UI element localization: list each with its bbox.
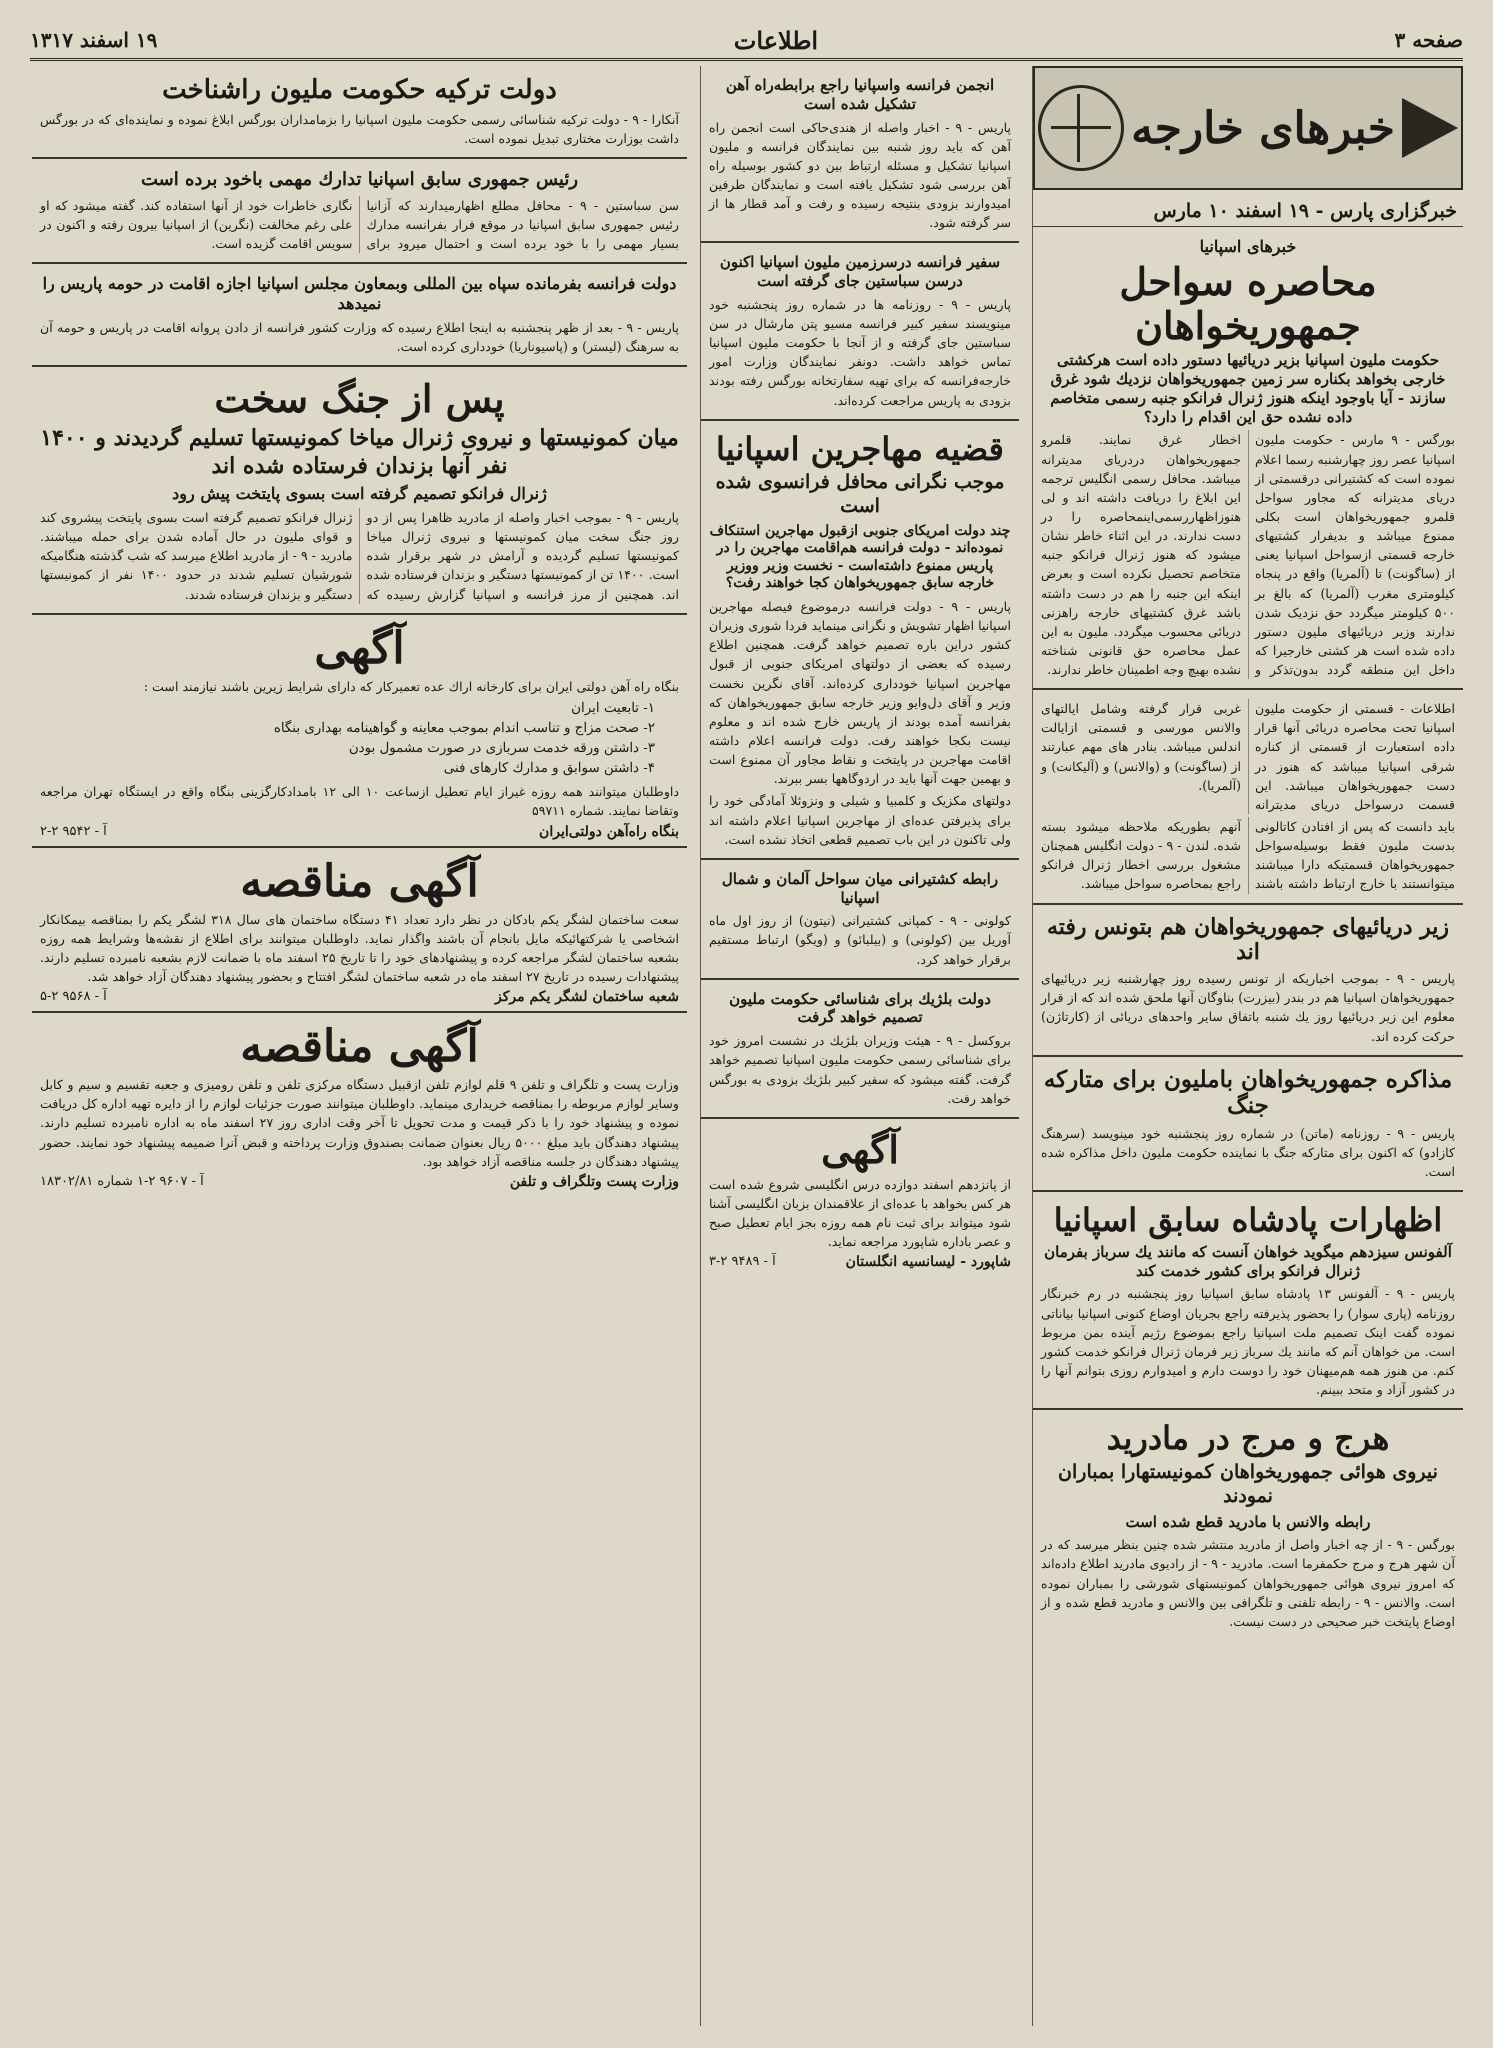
article-submarines bbox=[1033, 905, 1463, 1057]
newspaper-name: اطلاعات bbox=[733, 25, 819, 55]
subheadline: آلفونس سیزدهم میگوید خواهان آنست که مانند یك سرباز بفرمان ژنرال فرانکو برای کشور خدمت کند bbox=[1044, 1242, 1452, 1280]
list-item: ۱- تابعیت ایران bbox=[571, 700, 655, 716]
article-body-continued: دولتهای مکزیک و کلمبیا و شیلی و ونزوئلا آمادگی خود را برای پذیرفتن عده‌ای از مهاجرین اسپانیا اعلام داشته اند ولی تاکنون در این باب تصمیم قطعی اتخاذ نشده است. bbox=[709, 793, 1011, 847]
article-former-king bbox=[1033, 1192, 1463, 1410]
article-spain-blockade bbox=[1033, 227, 1463, 690]
ad-requirements-list bbox=[40, 699, 679, 779]
ad-body: از پانزدهم اسفند دوازده درس انگلیسی شروع شده است هر کس بخواهد با عده‌ای از علاقمندان بزبان انگلیسی آشنا شود میتواند برای ثبت نام همه روزه بجز ایام تعطیل صبح و عصر باداره شاپورد مراجعه نماید. bbox=[709, 1176, 1011, 1250]
article-railway-committee bbox=[701, 66, 1019, 243]
headline: رابطه کشتیرانی میان سواحل آلمان و شمال اسپانیا bbox=[721, 869, 999, 907]
subheadline: حکومت ملیون اسپانیا بزیر دریائیها دستور داده است هرکشتی خارجی بخواهد بکناره سر زمین جمهوریخواهان نزدیك شود غرق سازند - آیا باوجود اینکه هنوز ژنرال فرانکو جنبه رسمی متخاصم داده نشده حق این اقدام را دارد؟ bbox=[1050, 351, 1446, 426]
headline: انجمن فرانسه واسپانیا راجع برابطه‌راه آهن تشکیل شده است bbox=[725, 76, 995, 113]
subheadline-secondary: چند دولت امریکای جنوبی ازقبول مهاجرین استنکاف نموده‌اند - دولت فرانسه هم‌اقامت مهاجرین را در پاریس ممنوع داشته‌است - نخست وزیر ووزیر خارجه سابق جمهوریخواهان کجا خواهند رفت؟ bbox=[709, 522, 1011, 592]
headline: محاصره سواحل جمهوریخواهان bbox=[1119, 259, 1377, 348]
article-body: آنکارا - ۹ - دولت ترکیه شناسائی رسمی حکومت ملیون اسپانیا را بزمامداران بورگس ابلاغ نموده و نماینده‌ای که در بورگس داشت بوزارت مختاری تبدیل نموده است. bbox=[40, 111, 679, 147]
ad-body: سعت ساختمان لشگر یکم بادکان در نظر دارد تعداد ۴۱ دستگاه ساختمان های سال ۳۱۸ لشگر یکم را بمناقصه بیمکانکار اشخاصی یا شرکتهائیکه مایل بانجام آن باشند واگذار نماید. داوطلبان میتوانند برای اطلاع از نقشه‌ها وشرایط همه روزه بشعبه ساختمان لشگر مراجعه کرده و پیشنهادهای خود را تا تاریخ ۲۵ اسفند ماه با ضمانت لازم بشعبه نامبرده تسلیم دارند. پیشنهادات رسیده در تاریخ ۲۷ اسفند ماه در شعبه ساختمان لشگر افتتاح و بحضور پیشنهاد دهندگان آزاد خواهد شد. bbox=[40, 911, 679, 985]
headline: دولت ترکیه حکومت ملیون راشناخت bbox=[162, 75, 557, 105]
headline: پس از جنگ سخت bbox=[214, 376, 505, 422]
headline: سفیر فرانسه درسرزمین ملیون اسپانیا اکنون درسن سباستین جای گرفته است bbox=[719, 253, 1001, 291]
news-agency-dateline: خبرگزاری پارس - ۱۹ اسفند ۱۰ مارس bbox=[1033, 196, 1463, 227]
headline: دولت فرانسه بفرمانده سپاه بین المللی وبمعاون مجلس اسپانیا اجازه اقامت در حومه پاریس را نمیدهد bbox=[42, 274, 677, 314]
article-spain-notes bbox=[1033, 690, 1463, 904]
article-belgium bbox=[701, 980, 1019, 1119]
article-after-hard-battle bbox=[32, 367, 687, 614]
headline: هرج و مرج در مادرید bbox=[1106, 1419, 1390, 1458]
article-body: پاریس - ۹ - روزنامه ها در شماره روز پنجشنبه خود مینویسند سفیر کبیر فرانسه مسیو پتن مارشال در سن سباستین جای گرفته و از آنجا با حکومت ملیون اسپانیا تماس خواهد داشت. دونفر نمایندگان وزارت امور خارجه‌فرانسه که برای تهیه سفارتخانه بورگس رفته بودند بزودی به پاریس مراجعت کرده‌اند. bbox=[709, 296, 1011, 408]
subheadline-secondary: ژنرال فرانکو تصمیم گرفته است بسوی پایتخت پیش رود bbox=[172, 484, 547, 504]
ad-english-lessons bbox=[701, 1119, 1019, 1277]
gramophone-horn-icon bbox=[1402, 98, 1458, 158]
ad-tender-post bbox=[32, 1013, 687, 1196]
column-middle bbox=[700, 66, 1019, 2026]
ad-tender-army bbox=[32, 848, 687, 1014]
article-body-continued: باید دانست که پس از افتادن کاتالونی بدست ملیون فقط بوسیله‌سواحل جمهوریخواهان قسمتیکه دارا میباشند میتوانستند با خارج ارتباط داشته باشند آنهم بطوریکه ملاحظه میشود بسته شده. لندن - ۹ - دولت انگلیس همچنان مشغول بررسی اخطار ژنرال فرانکو راجع بمحاصره سواحل میباشد. bbox=[1041, 819, 1455, 892]
headline: رئیس جمهوری سابق اسپانیا تدارك مهمی باخود برده است bbox=[140, 169, 579, 191]
ad-title: آگهی مناقصه bbox=[240, 855, 479, 907]
article-former-president bbox=[32, 159, 687, 264]
ad-signature-row bbox=[40, 824, 679, 840]
article-shipping-germany bbox=[701, 860, 1019, 980]
section-kicker: خبرهای اسپانیا bbox=[1199, 237, 1297, 256]
ad-signature: شاپورد - لیسانسیه انگلستان bbox=[845, 1254, 1011, 1271]
ad-railway bbox=[32, 615, 687, 848]
issue-date: ۱۹ اسفند ۱۳۱۷ bbox=[30, 28, 158, 52]
article-body: پاریس - ۹ - بعد از ظهر پنجشنبه به اینجا اطلاع رسیده که وزارت کشور فرانسه از دادن پروانه اقامت در پاریس و حومه آن به سرهنگ (لیستر) و (پاسیوناریا) خودداری کرده است. bbox=[40, 320, 680, 355]
article-brigade-commander bbox=[32, 264, 687, 367]
article-refugees bbox=[701, 421, 1019, 860]
article-body: بورگس - ۹ - از چه اخبار واصل از مادرید منتشر شده چنین بنظر میرسد که در آن شهر هرج و مرج حکمفرما است. مادرید - ۹ - از رادیوی مادرید اطلاع داده‌اند که امروز نیروی هوائی جمهوریخواهان کمونیستهای شورشی را بمباران نموده است. والانس - ۹ - رابطه تلفنی و تلگرافی بین والانس و مادرید قطع شده و از اوضاع پایتخت خبر صحیحی در دست نیست. bbox=[1041, 1537, 1455, 1629]
headline: دولت بلژیك برای شناسائی حکومت ملیون تصمیم خواهد گرفت bbox=[729, 989, 991, 1027]
subheadline: میان کمونیستها و نیروی ژنرال میاخا کمونیستها تسلیم گردیدند و ۱۴۰۰ نفر آنها بزندان فرستاده شده اند bbox=[40, 425, 679, 479]
headline: زیر دریائیهای جمهوریخواهان هم بتونس رفته اند bbox=[1046, 913, 1450, 965]
ad-reference: آ - ۹۵۴۲ ۲-۲ bbox=[40, 823, 107, 839]
subheadline: نیروی هوائی جمهوریخواهان کمونیستهارا بمباران نمودند bbox=[1058, 1461, 1438, 1507]
article-body: پاریس - ۹ - آلفونس ۱۳ پادشاه سابق اسپانیا روز پنجشنبه در رم خبرنگار روزنامه (پاری سوار) را بحضور پذیرفته راجع بجریان اوضاع کنونی اسپانیا بیاناتی نموده گفت اینک تصمیم ملت اسپانیا راجع بموضوع رژیم آینده بمن مربوط است. من خواهان آنم که مانند یك سرباز زیر فرمان ژنرال فرانکو خدمت کشور کنم. من هنوز همه هم‌میهنان خود را دوست دارم و امیدوارم روزی بتوانم آنها را در کشور آزاد و متحد ببینم. bbox=[1041, 1286, 1455, 1398]
ad-signature-row bbox=[40, 989, 679, 1005]
article-turkey bbox=[32, 66, 687, 159]
list-item: ۴- داشتن سوابق و مدارك کارهای فنی bbox=[443, 761, 655, 777]
ad-signature: بنگاه راه‌آهن دولتی‌ایران bbox=[539, 823, 679, 840]
ad-signature-row bbox=[40, 1174, 679, 1190]
headline: اظهارات پادشاه سابق اسپانیا bbox=[1053, 1201, 1443, 1240]
ad-intro: بنگاه راه آهن دولتی ایران برای کارخانه اراك عده تعمیرکار که دارای شرایط زیرین باشند نیازمند است : bbox=[143, 678, 679, 694]
subheadline: موجب نگرانی محافل فرانسوی شده است bbox=[715, 471, 1005, 518]
ad-title: آگهی bbox=[821, 1126, 899, 1172]
ad-body: وزارت پست و تلگراف و تلفن ۹ قلم لوازم تلفن ازقبیل دستگاه مرکزی تلفن و تلفن رومیزی و جعبه تقسیم و سیم و کابل وسایر لوازم مربوطه را بمناقصه خریداری مینماید. داوطلبان میتوانند صورت جزئیات لوازم را از دایره تهیه اداره کل دریافت نموده و پیشنهاد خود را با ذکر قیمت و مدت تحویل تا آخر وقت اداری روز ۲۷ اسفند ماه به اداره نامبرده تسلیم دارند. پیشنهاد دهندگان باید مبلغ ۵۰۰۰ ریال بعنوان ضمانت بصندوق وزارت پرداخته و قبض آنرا ضمیمه پیشنهاد خود نمایند. حضور پیشنهاد دهندگان در جلسه مناقصه آزاد خواهد بود. bbox=[40, 1077, 680, 1169]
ad-title: آگهی bbox=[314, 622, 405, 674]
article-madrid-chaos bbox=[1033, 1410, 1463, 1640]
ad-title: آگهی مناقصه bbox=[240, 1021, 479, 1073]
article-body: اطلاعات - قسمتی از حکومت ملیون اسپانیا تحت محاصره دریائی آنها قرار داده استعبارت از قسمتی از کناره شرقی اسپانیا میباشد که هنوز در دست جمهوریخواهان میباشد. این قسمت درسواحل دریای مدیترانه غربی قرار گرفته وشامل ایالتهای والانس مورسی و قسمتی ازایالت اندلس میباشد. بنادر های مهم عبارتند از (ساگونت) و (والانس) و (آلیکانت) و (آلمریا). bbox=[1041, 701, 1455, 812]
article-ambassador bbox=[701, 243, 1019, 420]
headline: مذاکره جمهوریخواهان باملیون برای متارکه جنگ bbox=[1043, 1065, 1453, 1120]
banner-title: خبرهای خارجه bbox=[1131, 102, 1395, 154]
ad-reference: آ - ۹۴۸۹ ۲-۳ bbox=[709, 1254, 776, 1270]
article-body: پاریس - ۹ - اخبار واصله از هندی‌حاکی است انجمن راه آهن که باید روز شنبه بین نمایندگان فرانسه و ملیون اسپانیا تشکیل و مسئله ارتباط بین دو کشور بوسیله راه آهن بررسی شود تشکیل یافته است و نمایندگان طرفین امیدوارند بزودی بنتیجه رسیده و رفت و آمد قطار ها از سر گرفته شود. bbox=[709, 119, 1011, 231]
ad-signature-row bbox=[709, 1254, 1011, 1270]
list-item: ۳- داشتن ورقه خدمت سربازی در صورت مشمول بودن bbox=[348, 741, 655, 757]
article-negotiation bbox=[1033, 1057, 1463, 1192]
article-body: پاریس - ۹ - بموجب اخباریکه از تونس رسیده روز چهارشنبه زیر دریائیهای جمهوریخواهان اسپانیا هم در بندر (بیزرت) بناوگان آنها ملحق شده اند که از قرار معلوم این زیر دریائیها روز یك شنبه باتفاق سایر واحدهای دریائی از (کارتاژن) حرکت کرده اند. bbox=[1041, 971, 1455, 1044]
headline: قضیه مهاجرین اسپانیا bbox=[716, 429, 1004, 468]
globe-icon bbox=[1038, 85, 1124, 171]
list-item: ۲- صحت مزاج و تناسب اندام بموجب معاینه و گواهینامه بهداری بنگاه bbox=[273, 721, 655, 737]
ad-reference: آ - ۹۵۶۸ ۲-۵ bbox=[40, 989, 107, 1005]
column-left bbox=[32, 66, 687, 2026]
ad-signature: وزارت پست وتلگراف و تلفن bbox=[509, 1173, 679, 1190]
article-body: کولونی - ۹ - کمپانی کشتیرانی (نیتون) از روز اول ماه آوریل بین (کولونی) و (بیلبائو) و (ویگو) ارتباط مستقیم برقرار خواهد کرد. bbox=[709, 913, 1011, 967]
ad-reference: آ - ۹۶۰۷ ۲-۱ شماره ۱۸۳۰۲/۸۱ bbox=[40, 1173, 204, 1189]
page-number: صفحه ۳ bbox=[1394, 28, 1463, 52]
column-right bbox=[1032, 66, 1463, 2026]
article-body: بروکسل - ۹ - هیئت وزیران بلژیك در نشست امروز خود برای شناسائی رسمی حکومت ملیون اسپانیا تصمیم خواهد گرفت. گفته میشود که سفیر کبیر بلژیك بزودی به بورگس خواهد رفت. bbox=[709, 1033, 1011, 1106]
ad-outro: داوطلبان میتوانند همه روزه غیراز ایام تعطیل ازساعت ۱۰ الی ۱۲ بامدادکارگزینی بنگاه واقع در ایستگاه تهران مراجعه وتقاضا نمایند. شماره ۵۹۷۱۱ bbox=[40, 784, 680, 819]
article-body: پاریس - ۹ - روزنامه (ماتن) در شماره روز پنجشنبه خود مینویسد (سرهنگ کازادو) که اکنون برای متارکه جنگ با نماینده حکومت ملیون داخل مذاکره شده است. bbox=[1041, 1125, 1455, 1179]
subheadline-secondary: رابطه والانس با مادرید قطع شده است bbox=[1125, 1512, 1371, 1531]
masthead bbox=[30, 22, 1463, 61]
foreign-news-banner bbox=[1033, 66, 1463, 190]
article-body: بورگس - ۹ مارس - حکومت ملیون اسپانیا عصر روز چهارشنبه رسما اعلام نموده است که کشتیرانی درقسمتی از دریای مدیترانه که مجاور سواحل قلمرو جمهوریخواهان است بکلی ممنوع میباشد و بدیفرار کشتیهای خارجه قسمتی ازسواحل اسپانیا یعنی از (ساگونت) تا (آلمریا) واقع در پنجاه کیلومتری مغرب (آلمریا) که بالغ بر ۵۰۰ کیلومتر میگردد حق نزدیک شدن ندارند وزیر دریائیهای ملیون دستور داده شده است هر کشتی خارجیرا که داخل این منطقه گردد بدون‌تذکر و اخطار غرق نمایند. قلمرو جمهوریخواهان دردریای مدیترانه میباشد. محافل رسمی انگلیس ترجمه این ابلاغ را دریافت داشته اند و لی هنوزاظهاررسمی‌اینمحاصره را در دست ندارند. در این اثناء خاطر نشان میشود که هنوز ژنرال فرانکو جنبه متخاصم تحصیل نکرده است و بعرض اینکه این جنبه را هم در دست داشته باشد غرق کشتیهای خارجه راهزنی دریائی محسوب میگردد. ملیون به این عمل محاصره حق قانونی شناخته نشده بهیچ وجه اطمینان خاطر ندارند. bbox=[1041, 432, 1455, 678]
article-body: سن سباستین - ۹ - محافل مطلع اظهارمیدارند که آزانیا رئیس جمهوری سابق اسپانیا در موقع فرار بفرانسه مدارك بسیار مهمی را با خود برده است و احتمال میرود برای نگاری خاطرات خود از آنها استفاده کند. گفته میشود که او علی رغم مخالفت (نگرین) از اسپانیا بیرون رفته و اکنون در سویس اقامت گزیده است. bbox=[40, 197, 679, 251]
ad-signature: شعبه ساختمان لشگر یکم مرکز bbox=[495, 989, 679, 1006]
article-body: پاریس - ۹ - دولت فرانسه درموضوع فیصله مهاجرین اسپانیا اظهار تشویش و نگرانی مینماید فردا شوری وزیران کشور دراین باره تصمیم خواهد گرفت. همچنین اطلاع رسیده که بعضی از دولتهای امریکای جنوبی از قبول مهاجرین اسپانیا خودداری کرده‌اند. آقای نگرین نخست وزیر و آقای دل‌وایو وزیر خارجه سابق جمهوریخواهان که بفرانسه آمده بودند از پاریس خارج شده اند و معلوم نیست بکجا خواهند رفت. دولت فرانسه اعلام داشته اقامت مهاجرین در پایتخت و نقاط مجاور آن ممنوع است و بهمین جهت آنها باید در اردوگاهها بسر ببرند. bbox=[709, 598, 1011, 787]
article-body: پاریس - ۹ - بموجب اخبار واصله از مادرید ظاهرا پس از دو روز جنگ سخت میان کمونیستها و نیروی ژنرال میاخا کمونیستها تسلیم گردیده و آرامش در شهر برقرار شده است. ۱۴۰۰ تن از کمونیستها دستگیر و بزندان فرستاده شده اند. همچنین از مرز فرانسه و اسپانیا گزارش رسیده که ژنرال فرانکو تصمیم گرفته است بسوی پایتخت پیشروی کند و قوای ملیون در حال آماده شدن برای حمله میباشند. مادرید - ۹ - از مادرید اطلاع میرسد که شب گذشته هنگامیکه شورشیان تسلیم شدند در حدود ۱۴۰۰ نفر از کمونیستها دستگیر و بزندان فرستاده شدند. bbox=[40, 510, 679, 602]
